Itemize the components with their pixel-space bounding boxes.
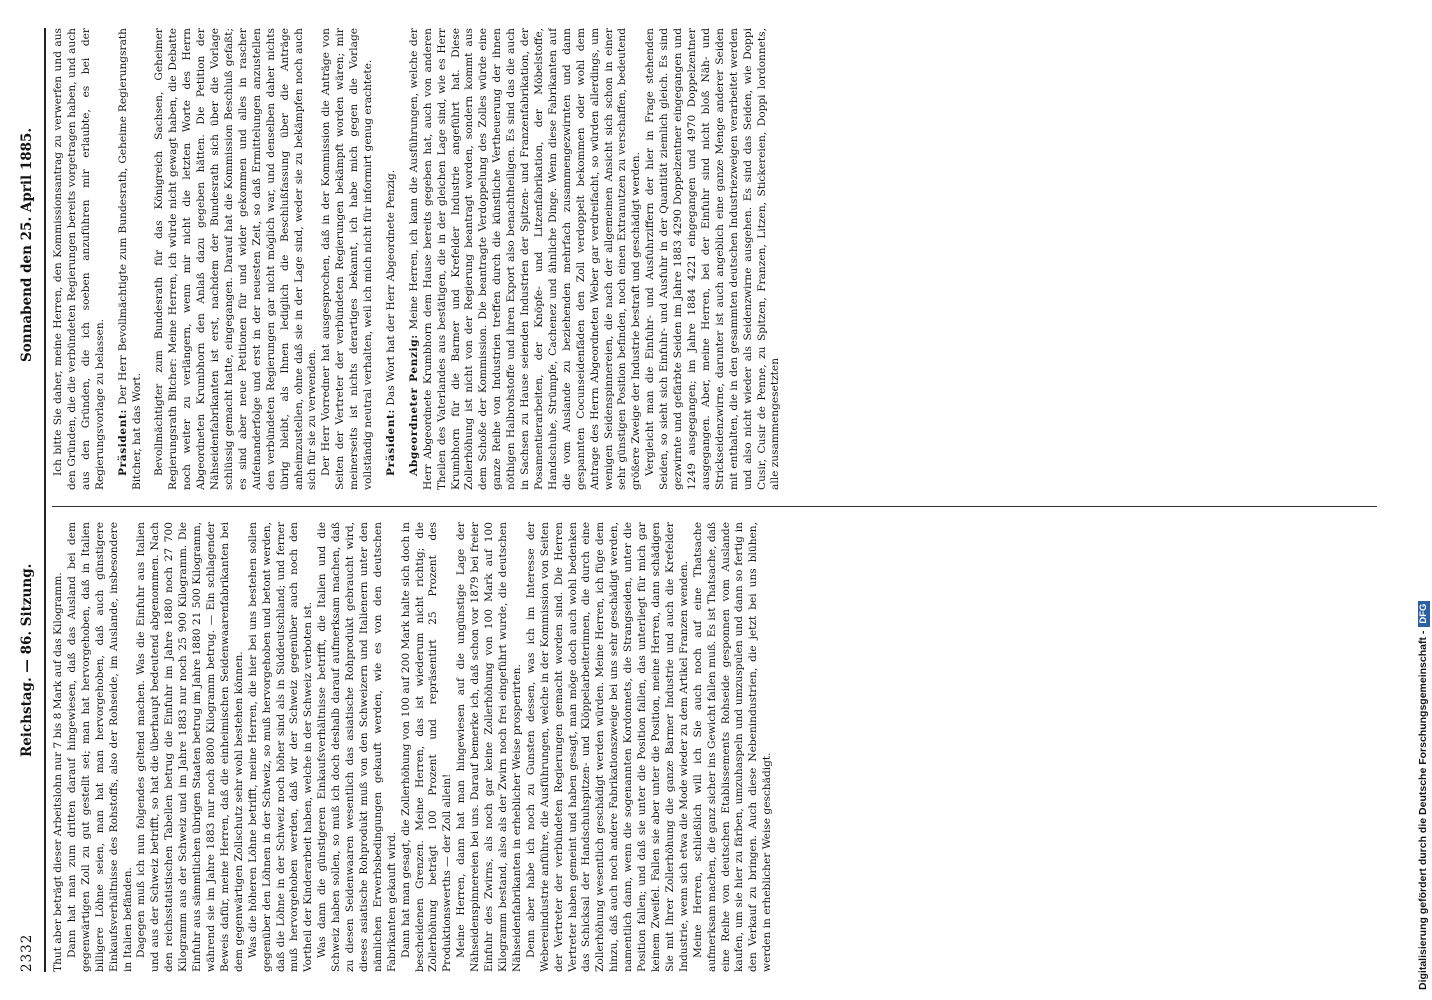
paragraph-text: Der Herr Bevollmächtigte zum Bundesrath, Geheime Regierungsrath Bitcher, hat das Wort. [116,28,143,490]
paragraph-text: Ich bitte Sie daher, meine Herren, den Kommissionsantrag zu verwerfen und aus den Gründen, die die verbündeten Regierungen bereits vorgetragen haben, und auch aus den Gründen, die ich soeben anzuführen mir erlaubte, es bei der Regierungsvorlage zu belassen. [52,28,106,490]
digitization-credit [1408,0,1429,1000]
paragraph: Dann hat man gesagt, die Zollerhöhung von 100 auf 200 Mark halte sich doch in bescheidenen Grenzen. Meine Herren, das ist wiederum nicht richtig; die Zollerhöhung beträgt 100 Prozent und repräsentirt 25 Prozent des Produktionswerths — der Zoll allein! [399,522,454,972]
paragraph-text: Vergleicht man die Einfuhr- und Ausfuhrziffern der hier in Frage stehenden Seiden, so sieht sich Einfuhr- und Ausfuhr in der Quantität ziemlich gleich. Es sind gezwirnte und gefärbte Seiden im Jahre 1883 4290 Doppelzentner eingegangen und 1249 ausgegangen; im Jahre 1884 4221 eingegangen und 4970 Doppelzentner ausgegangen. Aber, meine Herren, bei der Einfuhr sind nicht bloß Näh- und Strickseidenzwirne, darunter ist auch angeblich eine ganze Menge anderer Seiden mit enthalten, die in den gesammten deutschen Industriezweigen verarbeitet werden und also nicht wieder als Seidenzwirne ausgehen. Es sind das Seiden, wie Doppi Cusir, Cusir de Penne, zu Spitzen, Franzen, Litzen, Stickereien, Doppi lordonnets, alle zusammengesetzten [644,28,782,490]
paragraph: Was die höheren Löhne betrifft, meine Herren, die hier bei uns bestehen sollen gegenüber den Löhnen in der Schweiz, so muß hervorgehoben und betont werden, daß die Löhne in der Schweiz noch höher sind als in Süddeutschland; und ferner muß hervorgehoben werden, daß wir der Schweiz gegenüber auch noch den Vortheil der Kinderarbeit haben, welche in der Schweiz verboten ist. [246,522,315,972]
paragraph-text: Meine Herren, ich kann die Ausführungen, welche der Herr Abgeordnete Krumbhorn dem Hause bereits gegeben hat, auch von anderen Theilen des Vaterlandes aus bestätigen, die in der gleichen Lage sind, wie es Herr Krumbhorn für die Barmer und Krefelder Industrie angeführt hat. Diese Zollerhöhung ist nicht von der Regierung beantragt worden, sondern kommt aus dem Schoße der Kommission. Die beantragte Verdoppelung des Zolles würde eine ganze Reihe von Industrien treffen durch die künstliche Vertheuerung der ihnen nöthigen Halbrohstoffe und ihren Export also benachtheiligen. Es sind das die auch in Sachsen zu Hause seienden Industrien der Spitzen- und Franzenfabrikation, der Posamentierarbeiten, der Knöpfe- und Litzenfabrikation, der Möbelstoffe, Handschuhe, Strümpfe, Cachenez und ähnliche Dinge. Wenn diese Fabrikanten auf die vom Auslande zu beziehenden mehrfach zusammengezwirnten und dann gespannten Cocunseidenfäden den Zoll verdoppelt bekommen oder wohl dem Antrage des Herrn Abgeordneten Weber gar verdreifacht, so würden allerdings, um wenigen Seidenspinnereien, die nach der allgemeinen Ansicht sich schon in einer sehr günstigen Position befinden, noch einen Extranutzen zu verschaffen, bedeutend größere Zweige der Industrie bestraft und geschädigt werden. [407,28,643,490]
paragraph: Dann hat man zum dritten darauf hingewiesen, daß das Ausland bei dem gegenwärtigen Zoll zu gut gestellt sei; man hat hervorgehoben, daß in Italien billigere Löhne seien, man hat man hervorgehoben, daß auch günstigere Einkaufsverhältnisse des Rohstoffs, also der Rohseide, im Auslande, insbesondere in Italien befänden. [65,522,134,972]
paragraph [52,28,108,490]
left-column [52,522,1377,972]
speaker-label: Präsident: [116,408,129,476]
paragraph: Thut aber beträgt dieser Arbeitslohn nur 7 bis 8 Mark auf das Kilogramm. [52,572,64,972]
paragraph [153,28,320,490]
paragraph [385,28,399,490]
paragraph: Denn aber habe ich noch zu Gunsten dessen, was ich im Interesse der Webereiindustrie anführe, die Ausführungen, welche in der Kommission von Seiten der Vertreter der verbündeten Regierungen gemacht worden sind. Die Herren Vertreter haben gemeint und haben gesagt, man möge doch auch wohl bedenken das Schicksal der Handschuhspitzen- und Klöppelarbeiterinnen, die durch eine Zollerhöhung wesentlich geschädigt werden würden. Meine Herren, ich füge dem hinzu, daß auch noch andere Fabrikationszweige bei uns sehr geschädigt werden, namentlich dann, wenn die sogenannten Kordonnets, die Strangseiden, unter die Position fallen; und daß sie unter die Position fallen, das unterliegt für mich gar keinem Zweifel. Fallen sie aber unter die Position, meine Herren, dann schädigen Sie mit Ihrer Zollerhöhung die ganze Barmer Industrie und auch die Krefelder Industrie, wenn sich etwa die Mode wieder zu dem Artikel Franzen wenden. [524,522,690,972]
paragraph [408,28,644,490]
credit-text: Digitalisierung gefördert durch die Deutsche Forschungsgemeinschaft - [1417,630,1429,990]
speaker-label: Präsident: [384,408,397,476]
paragraph [117,28,145,490]
paragraph [644,28,783,490]
running-head [14,28,40,972]
paragraph-text: Der Herr Vorredner hat ausgesprochen, daß in der Kommission die Anträge von Seiten der Vertreter der verbündeten Regierungen bekämpft worden wären; mir meinerseits ist nichts derartiges bekannt, ich habe mich gegen die Vorlage vollständig neutral verhalten, weil ich mich nicht für informirt genug erachtete. [320,28,375,490]
paragraph-text: Das Wort hat der Herr Abgeordnete Penzig. [384,169,397,406]
session-title: Reichstag. — 86. Sitzung. [19,563,35,757]
paragraph: Was dann die günstigeren Einkaufsverhältnisse betrifft, die Italien und die Schweiz haben sollen, so muß ich doch deshalb darauf aufmerksam machen, daß zu diesen Seidenwaaren wesentlich das asiatische Rohprodukt gebraucht wird, dieses asiatische Rohprodukt muß von den Schweizern und Italienern unter den nämlichen Erwerbsbedingungen gekauft werden, wie es von den deutschen Fabrikanten gekauft wird. [316,522,398,972]
paragraph-text: Bevollmächtigter zum Bundesrath für das Königreich Sachsen, Geheimer Regierungsrath Bitcher: Meine Herren, ich würde nicht gewagt haben, die Debatte noch weiter zu verlängern, wenn mir nicht die letzten Worte des Herrn Abgeordneten Krumbhorn den Anlaß dazu gegeben hätten. Die Petition der Nähseidenfabrikanten ist erst, nachdem der Bundesrath sich über die Vorlage schlüssig gemacht hatte, eingegangen. Darauf hat die Kommission Beschluß gefaßt; es sind aber neue Petitionen für und wider gekommen und alles in rascher Aufeinanderfolge und erst in der neuesten Zeit, so daß Ermittelungen anzustellen den verbündeten Regierungen gar nicht möglich war, und denselben daher nichts übrig bleibt, als Ihnen lediglich die Beschlußfassung über die Anträge anheimzustellen, ohne daß sie in der Lage sind, weder sie zu bekämpfen noch auch sich für sie zu verwenden. [153,28,319,490]
speaker-label: Abgeordneter Penzig: [407,334,420,476]
session-date: Sonnabend den 25. April 1885. [19,127,35,362]
paragraph: Dagegen muß ich nun folgendes geltend machen. Was die Einfuhr aus Italien und aus der Schweiz betrifft, so hat die überhaupt bedeutend abgenommen. Nach den reichsstatistischen Tabellen betrug die Einfuhr im Jahre 1880 noch 27 700 Kilogramm aus der Schweiz und im Jahre 1883 nur noch 25 900 Kilogramm. Die Einfuhr aus sämmtlichen übrigen Staaten betrug im Jahre 1880 21 500 Kilogramm, während sie im Jahre 1883 nur noch 8800 Kilogramm betrug. — Ein schlagender Beweis dafür, meine Herren, daß die einheimischen Seidenwaarenfabrikanten bei dem gegenwärtigen Zollschutz sehr wohl bestehen können. [135,522,245,972]
dfg-logo: DFG [1418,601,1430,627]
paragraph: Meine Herren, schließlich will ich Sie auch noch auf eine Thatsache aufmerksam machen, die ganz sicher ins Gewicht fallen muß. Es ist Thatsache, daß eine Reihe von deutschen Etablissements Rohseide gesponnen vom Auslande kaufen, um sie hier zu färben, umzuhaspeln und umzuspulen und dann so fertig in den Verkauf zu bringen. Auch diese Nebenindustrien, die jetzt bei uns blühen, werden in erheblicher Weise geschädigt. [691,522,774,972]
column-divider [52,506,1377,507]
paragraph: Meine Herren, dann hat man hingewiesen auf die ungünstige Lage der Nähseidenspinnereien bei uns. Darauf bemerke ich, daß schon vor 1879 bei freier Einfuhr des Zwirns, als noch gar keine Zollerhöhung von 100 Mark auf 100 Kilogramm bestand, also als der Zwirn noch frei eingeführt wurde, die deutschen Nähseidenfabrikanten in erheblicher Weise prosperirten. [455,522,523,972]
page-number: 2332 [19,933,35,972]
right-column [52,28,1377,490]
header-rule [44,28,46,972]
paragraph [320,28,376,490]
credit-line [1416,10,1430,990]
